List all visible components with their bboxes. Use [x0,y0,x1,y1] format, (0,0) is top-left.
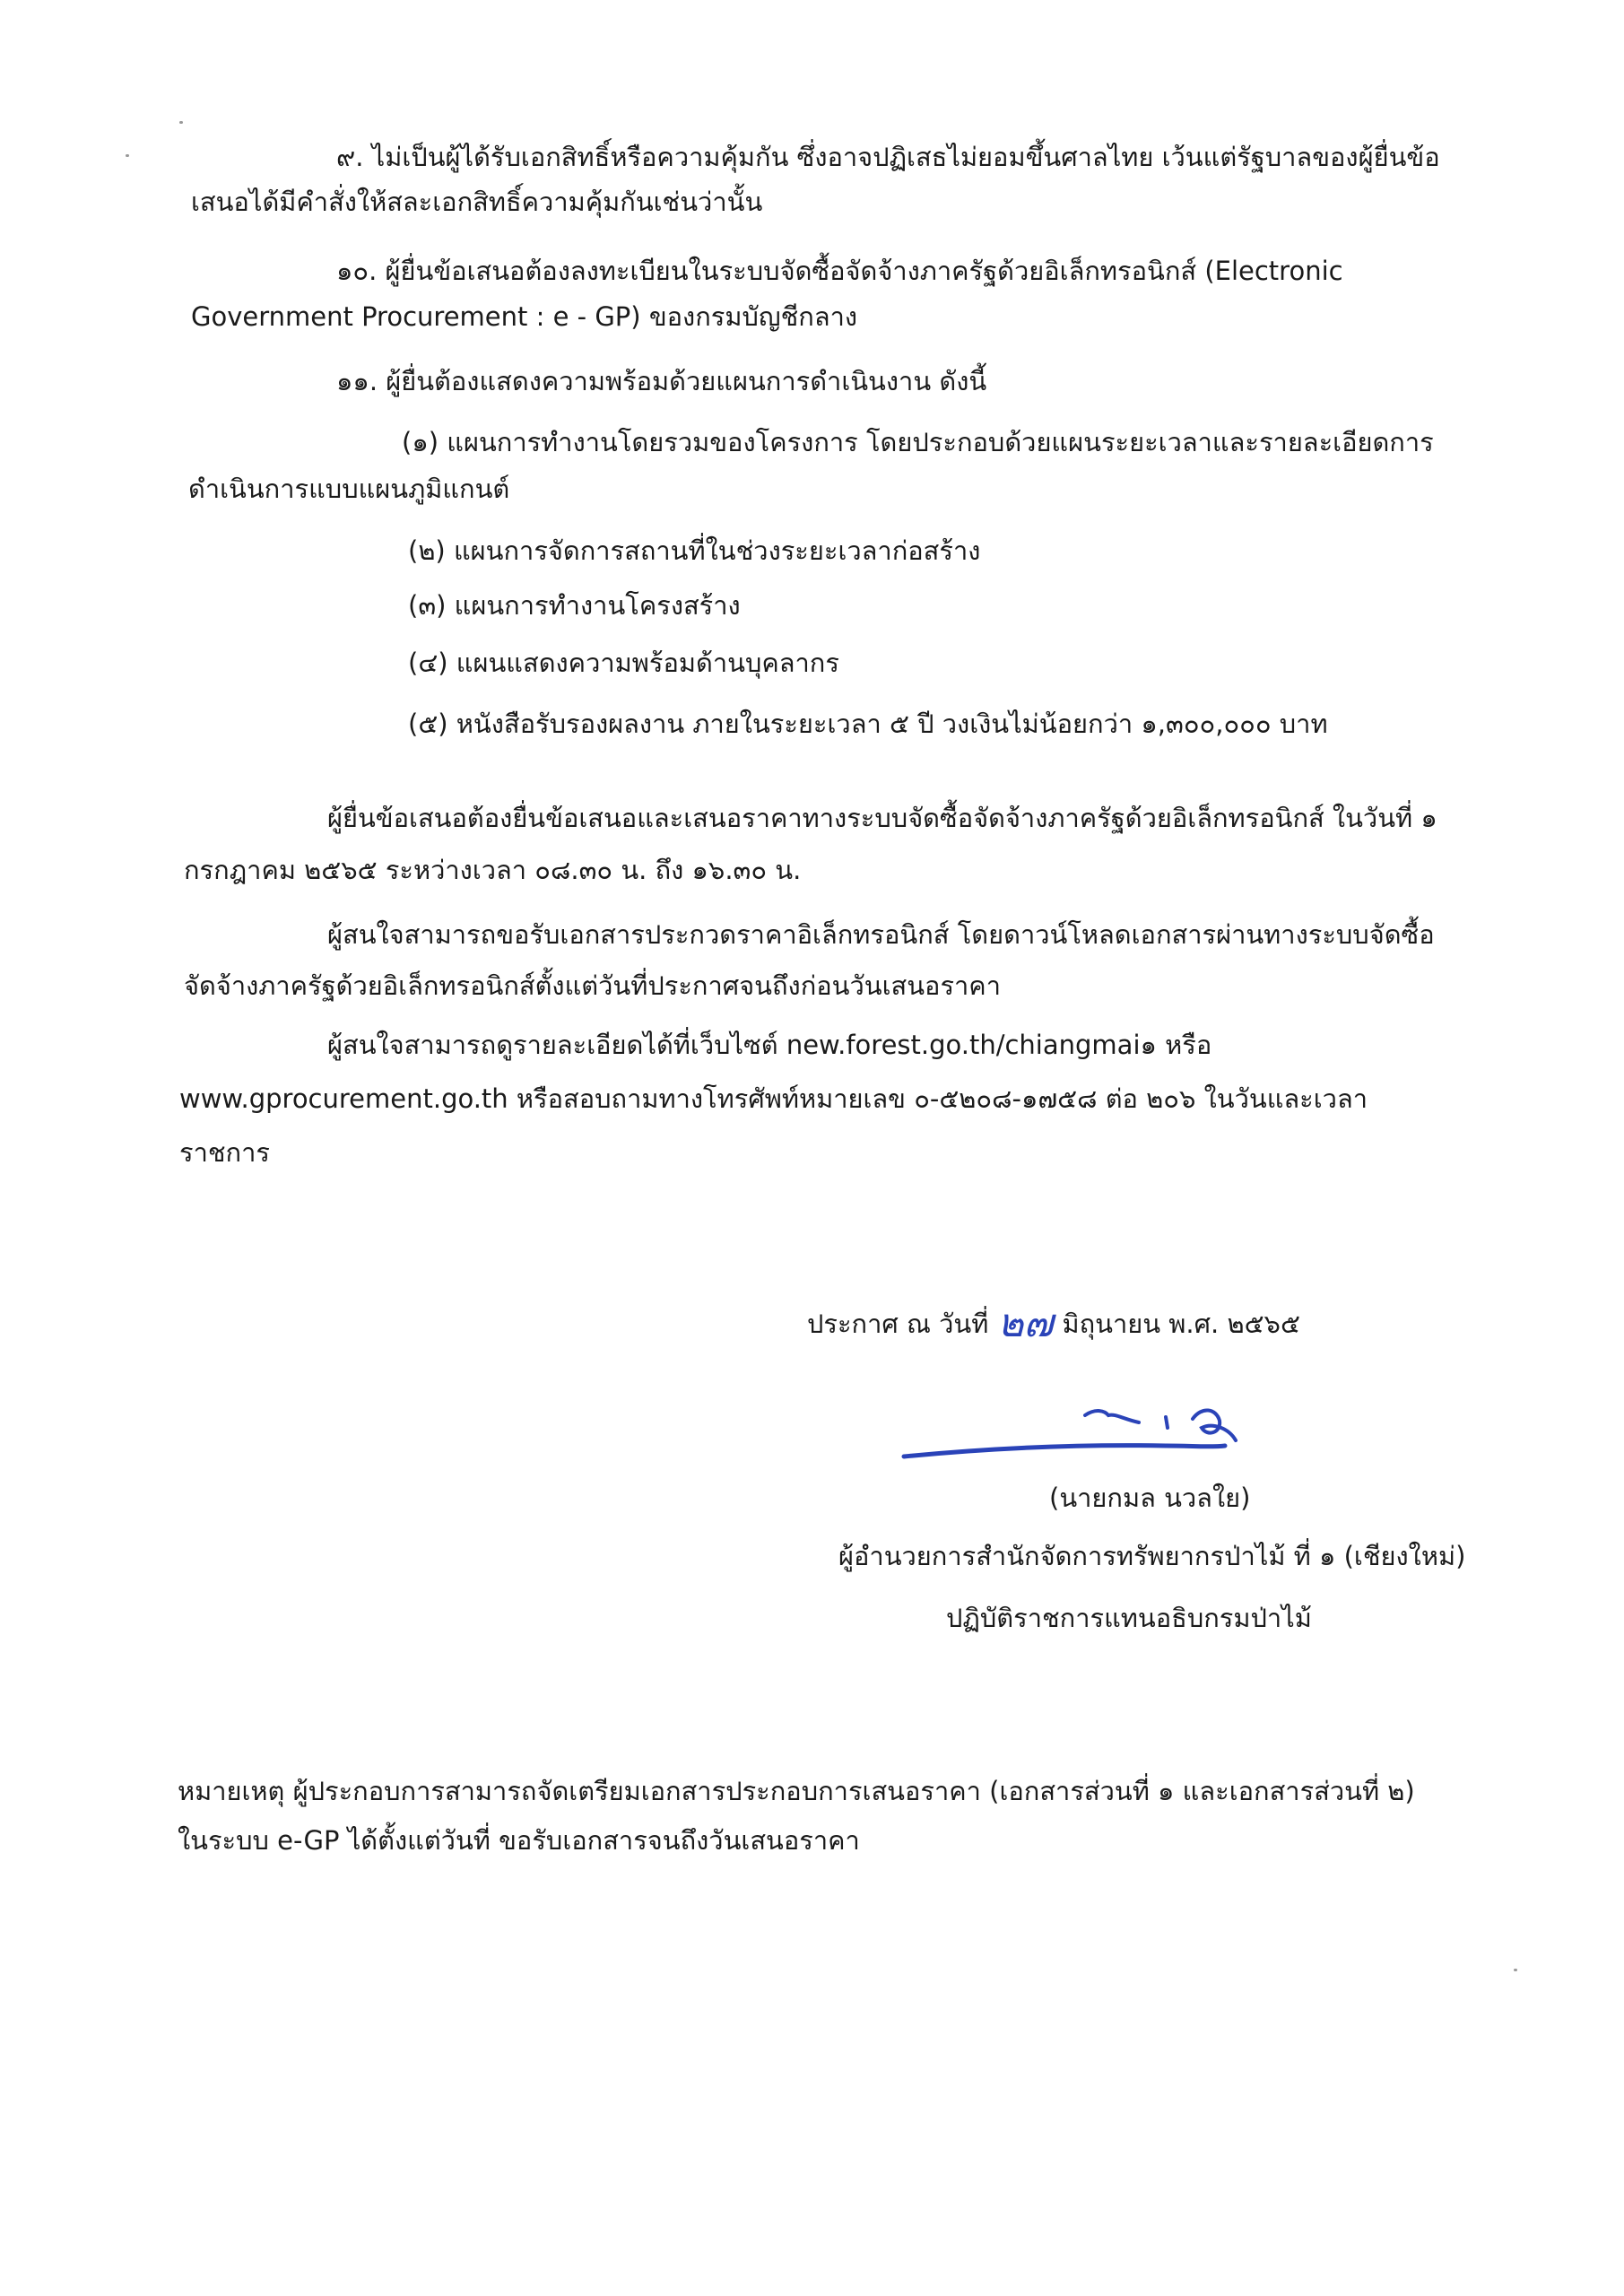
note-line1: หมายเหตุ ผู้ประกอบการสามารถจัดเตรียมเอกสารประกอบการเสนอราคา (เอกสารส่วนที่ ๑ และเอกสารส่วนที่ ๒) [178,1776,1415,1806]
item11-3: (๓) แผนการทำงานโครงสร้าง [408,590,741,621]
item11-5: (๕) หนังสือรับรองผลงาน ภายในระยะเวลา ๕ ปี วงเงินไม่น้อยกว่า ๑,๓๐๐,๐๐๐ บาท [408,709,1328,739]
announcement-month-year: มิถุนายน พ.ศ. ๒๕๖๕ [1062,1309,1300,1339]
announcement-day-handwritten: ๒๗ [997,1300,1054,1346]
item9-line2: เสนอได้มีคำสั่งให้สละเอกสิทธิ์ความคุ้มกันเช่นว่านั้น [191,187,763,217]
info-line3: ราชการ [179,1137,270,1168]
scan-speck [126,154,129,157]
item9-line1: ๙. ไม่เป็นผู้ได้รับเอกสิทธิ์หรือความคุ้มกัน ซึ่งอาจปฏิเสธไม่ยอมขึ้นศาลไทย เว้นแต่รัฐบาลของผู้ยื่นข้อ [336,142,1440,172]
info-line1: ผู้สนใจสามารถดูรายละเอียดได้ที่เว็บไซต์ new.forest.go.th/chiangmai๑ หรือ [327,1030,1212,1060]
signatory-acting: ปฏิบัติราชการแทนอธิบกรมป่าไม้ [946,1603,1312,1633]
documents-line2: จัดจ้างภาครัฐด้วยอิเล็กทรอนิกส์ตั้งแต่วันที่ประกาศจนถึงก่อนวันเสนอราคา [184,970,1001,1001]
item10-line1: ๑๐. ผู้ยื่นข้อเสนอต้องลงทะเบียนในระบบจัดซื้อจัดจ้างภาครัฐด้วยอิเล็กทรอนิกส์ (Electronic [336,256,1343,286]
item11-2: (๒) แผนการจัดการสถานที่ในช่วงระยะเวลาก่อสร้าง [408,535,981,566]
item11-1-line1: (๑) แผนการทำงานโดยรวมของโครงการ โดยประกอบด้วยแผนระยะเวลาและรายละเอียดการ [402,427,1434,457]
note-line2: ในระบบ e-GP ได้ตั้งแต่วันที่ ขอรับเอกสารจนถึงวันเสนอราคา [178,1825,860,1856]
info-line2: www.gprocurement.go.th หรือสอบถามทางโทรศัพท์หมายเลข ๐-๕๒๐๘-๑๗๕๘ ต่อ ๒๐๖ ในวันและเวลา [179,1083,1368,1114]
submission-line1: ผู้ยื่นข้อเสนอต้องยื่นข้อเสนอและเสนอราคาทางระบบจัดซื้อจัดจ้างภาครัฐด้วยอิเล็กทรอนิกส์ ในวันที่ ๑ [327,803,1437,833]
documents-line1: ผู้สนใจสามารถขอรับเอกสารประกวดราคาอิเล็กทรอนิกส์ โดยดาวน์โหลดเอกสารผ่านทางระบบจัดซื้อ [327,919,1435,950]
item11-1-line2: ดำเนินการแบบแผนภูมิแกนต์ [188,474,510,504]
item10-line2: Government Procurement : e - GP) ของกรมบัญชีกลาง [191,301,858,332]
signatory-name: (นายกมล นวลใย) [1049,1483,1251,1513]
item11-4: (๔) แผนแสดงความพร้อมด้านบุคลากร [408,648,839,678]
scan-speck [1514,1969,1517,1971]
signature-icon [897,1381,1273,1480]
submission-line2: กรกฎาคม ๒๕๖๕ ระหว่างเวลา ๐๘.๓๐ น. ถึง ๑๖.๓๐ น. [184,855,802,885]
scan-speck [179,121,183,124]
announcement-prefix: ประกาศ ณ วันที่ [807,1309,989,1339]
signatory-position: ผู้อำนวยการสำนักจัดการทรัพยากรป่าไม้ ที่ ๑ (เชียงใหม่) [838,1541,1466,1571]
item11-heading: ๑๑. ผู้ยื่นต้องแสดงความพร้อมด้วยแผนการดำเนินงาน ดังนี้ [336,366,987,396]
announcement-date [807,1292,1300,1354]
